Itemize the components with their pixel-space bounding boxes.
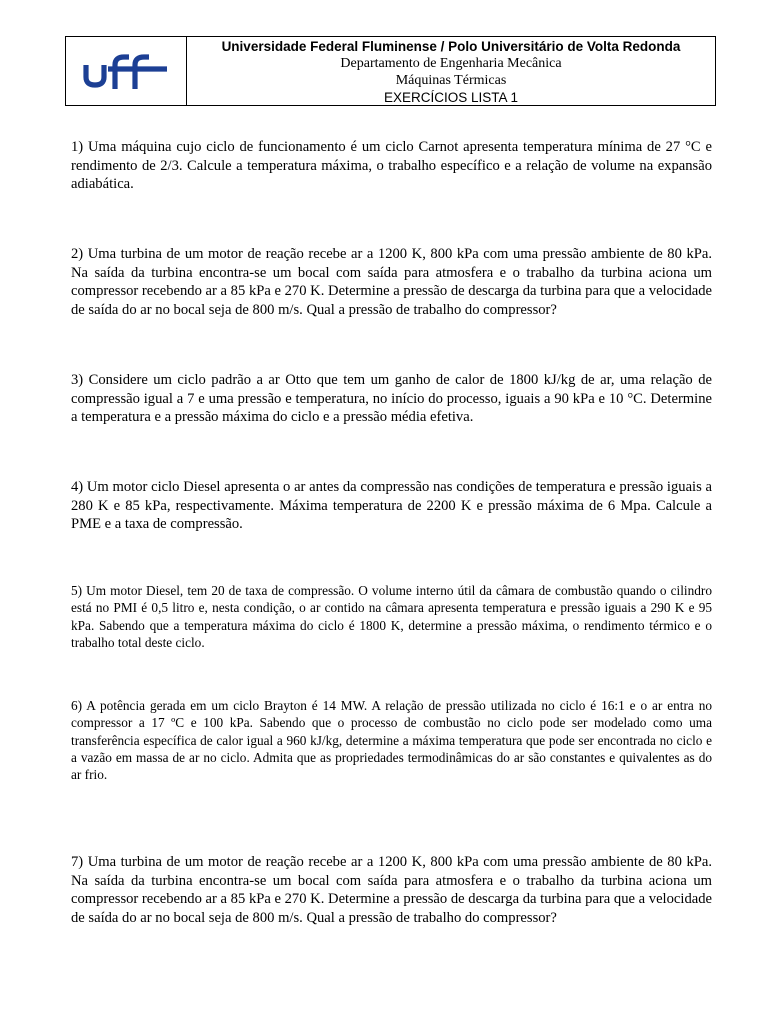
exercise-6: 6) A potência gerada em um ciclo Brayton é 14 MW. A relação de pressão utilizada no ciclo é 16:1 e o ar entra no compressor a 17 ºC e 100 kPa. Sabendo que o processo de combustão no ciclo pode ser modelado como uma transferência específica de calor igual a 960 kJ/kg, determine a máxima temperatura que pode ser encontrada no ciclo e a vazão em massa de ar no ciclo. Admita que as propriedades termodinâmicas do ar são constantes e quivalentes as do ar frio. bbox=[71, 698, 712, 783]
exercise-2: 2) Uma turbina de um motor de reação recebe ar a 1200 K, 800 kPa com uma pressão ambiente de 80 kPa. Na saída da turbina encontra-se um bocal com saída para atmosfera e o trabalho da turbina aciona um compressor recebendo ar a 85 kPa e 270 K. Determine a pressão de descarga da turbina para que a velocidade de saída do ar no bocal seja de 800 m/s. Qual a pressão de trabalho do compressor? bbox=[71, 246, 712, 318]
uff-logo bbox=[81, 51, 171, 91]
logo-cell bbox=[66, 37, 187, 105]
exercise-5: 5) Um motor Diesel, tem 20 de taxa de compressão. O volume interno útil da câmara de combustão quando o cilindro está no PMI é 0,5 litro e, nesta condição, o ar contido na câmara apresenta temperatura e pressão iguais a 290 K e 95 kPa. Sabendo que a temperatura máxima do ciclo é 1800 K, determine a pressão máxima, o rendimento térmico e o trabalho total deste ciclo. bbox=[71, 583, 712, 650]
document-header bbox=[65, 36, 716, 106]
exercise-1: 1) Uma máquina cujo ciclo de funcionamento é um ciclo Carnot apresenta temperatura mínima de 27 °C e rendimento de 2/3. Calcule a temperatura máxima, o trabalho específico e a relação de volume na expansão adiabática. bbox=[71, 139, 712, 192]
course-name: Máquinas Térmicas bbox=[395, 73, 507, 88]
exercise-4: 4) Um motor ciclo Diesel apresenta o ar antes da compressão nas condições de temperatura e pressão iguais a 280 K e 85 kPa, respectivamente. Máxima temperatura de 2200 K e pressão máxima de 6 Mpa. Calcule a PME e a taxa de compressão. bbox=[71, 479, 712, 532]
header-titles bbox=[187, 37, 715, 105]
exercise-7: 7) Uma turbina de um motor de reação recebe ar a 1200 K, 800 kPa com uma pressão ambiente de 80 kPa. Na saída da turbina encontra-se um bocal com saída para atmosfera e o trabalho da turbina aciona um compressor recebendo ar a 85 kPa e 270 K. Determine a pressão de descarga da turbina para que a velocidade de saída do ar no bocal seja de 800 m/s. Qual a pressão de trabalho do compressor? bbox=[71, 854, 712, 926]
list-title: EXERCÍCIOS LISTA 1 bbox=[383, 90, 519, 105]
university-name: Universidade Federal Fluminense / Polo Universitário de Volta Redonda bbox=[221, 39, 681, 54]
department-name: Departamento de Engenharia Mecânica bbox=[340, 56, 562, 71]
exercise-3: 3) Considere um ciclo padrão a ar Otto que tem um ganho de calor de 1800 kJ/kg de ar, uma relação de compressão igual a 7 e uma pressão e temperatura, no início do processo, iguais a 90 kPa e 10 °C. Determine a temperatura e a pressão máxima do ciclo e a pressão média efetiva. bbox=[71, 372, 712, 425]
